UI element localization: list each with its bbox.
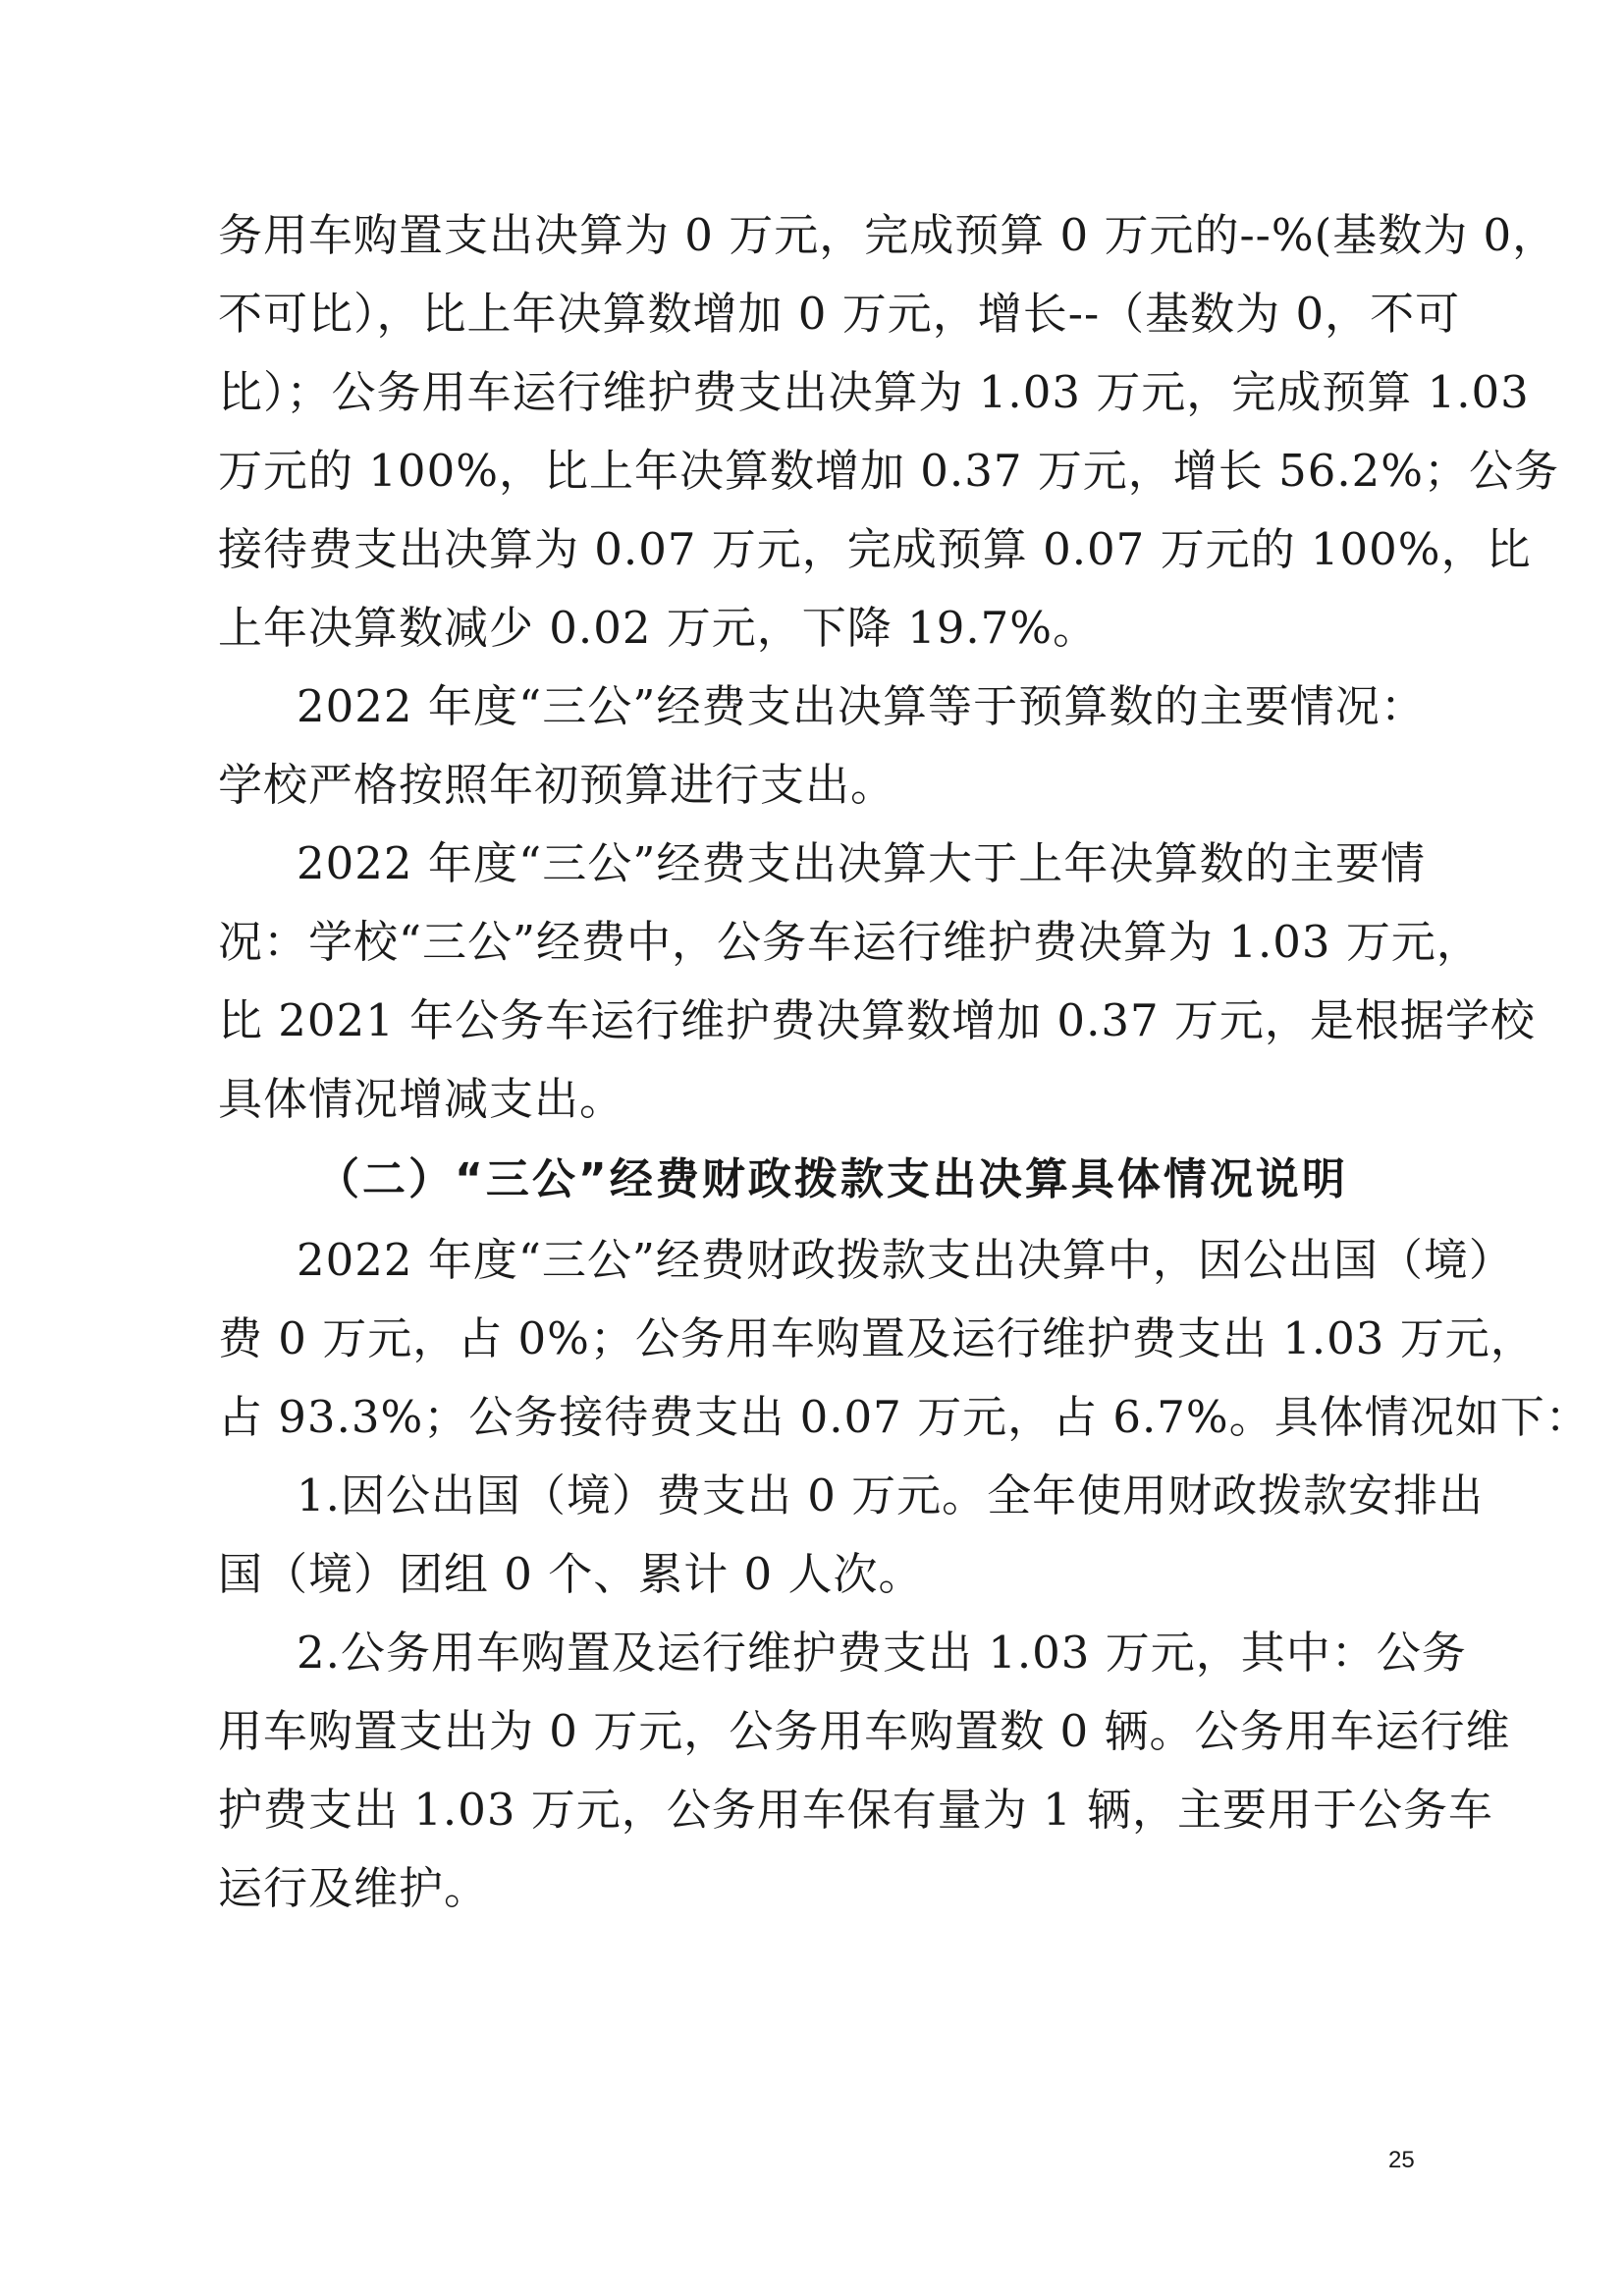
- text-line: 1.因公出国（境）费支出 0 万元。全年使用财政拨款安排出: [297, 1469, 1485, 1522]
- section-heading: （二）“三公”经费财政拨款支出决算具体情况说明: [316, 1154, 1348, 1204]
- text-line: 费 0 万元，占 0%；公务用车购置及运行维护费支出 1.03 万元，: [218, 1312, 1536, 1364]
- text-line: 占 93.3%；公务接待费支出 0.07 万元，占 6.7%。具体情况如下：: [218, 1391, 1591, 1443]
- text-line: 接待费支出决算为 0.07 万元，完成预算 0.07 万元的 100%，比: [218, 523, 1532, 575]
- text-line: 上年决算数减少 0.02 万元，下降 19.7%。: [218, 602, 1099, 654]
- text-line: 2022 年度“三公”经费支出决算大于上年决算数的主要情: [297, 837, 1426, 889]
- text-line: 护费支出 1.03 万元，公务用车保有量为 1 辆，主要用于公务车: [218, 1784, 1494, 1836]
- page-number: 25: [1388, 2147, 1415, 2173]
- text-line: 比）；公务用车运行维护费支出决算为 1.03 万元，完成预算 1.03: [218, 366, 1530, 418]
- text-line: 比 2021 年公务车运行维护费决算数增加 0.37 万元，是根据学校: [218, 994, 1536, 1046]
- text-line: 万元的 100%，比上年决算数增加 0.37 万元，增长 56.2%；公务: [218, 445, 1560, 497]
- text-line: 不可比），比上年决算数增加 0 万元，增长--（基数为 0，不可: [218, 288, 1461, 340]
- text-line: 况：学校“三公”经费中，公务车运行维护费决算为 1.03 万元，: [218, 916, 1482, 968]
- text-line: 运行及维护。: [218, 1862, 490, 1914]
- text-line: 用车购置支出为 0 万元，公务用车购置数 0 辆。公务用车运行维: [218, 1705, 1511, 1757]
- text-line: 2.公务用车购置及运行维护费支出 1.03 万元，其中：公务: [297, 1627, 1467, 1679]
- text-line: 国（境）团组 0 个、累计 0 人次。: [218, 1548, 924, 1600]
- text-line: 学校严格按照年初预算进行支出。: [218, 759, 896, 811]
- text-line: 具体情况增减支出。: [218, 1073, 625, 1125]
- text-line: 2022 年度“三公”经费财政拨款支出决算中，因公出国（境）: [297, 1234, 1514, 1286]
- text-line: 2022 年度“三公”经费支出决算等于预算数的主要情况：: [297, 680, 1426, 732]
- text-line: 务用车购置支出决算为 0 万元，完成预算 0 万元的--%(基数为 0，: [218, 209, 1558, 261]
